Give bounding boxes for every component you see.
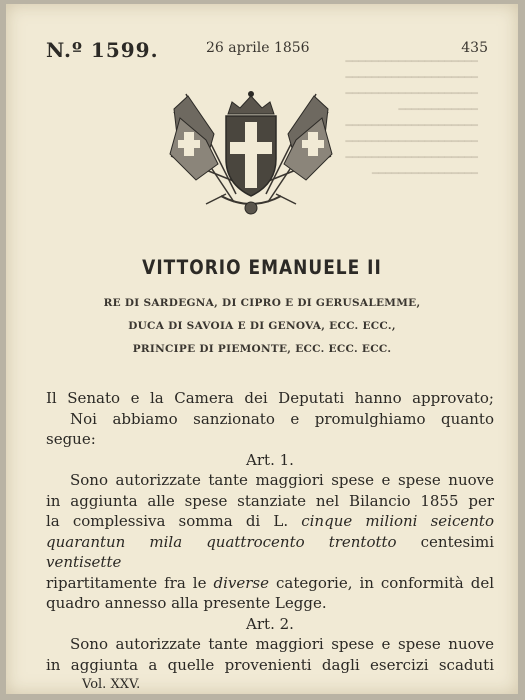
article-1-line [46,511,494,532]
article-1-line [46,573,494,594]
article-1-line: in aggiunta alle spese stanziate nel Bilancio 1855 per [46,491,494,510]
text-run: la complessiva somma di L. [46,512,289,530]
article-2-line: in aggiunta a quelle provenienti dagli esercizi scaduti [46,655,494,674]
text-run: categorie, in conformità del [275,573,494,592]
royal-titles [6,292,518,361]
article-1-line: quadro annesso alla presente Legge. [46,594,327,612]
bleed-through-text: ━━━━━━━━━━━━━━━━━━━━ ━━━━━━━━━━━━━━━━━━━━ ━━━━━━━━━━━━━━━━━━━━ ━━━━━━━━━━━━ ━━━━━━━━━━━━━━━━━━━━ ━━━━━━━━━━━━━━━━━━━━ ━━━━━━━━━━━━━━━━━━━━ ━━━━━━━━━━━━━━━━ [345,55,478,180]
preamble-senate-text: Il Senato e la Camera dei Deputati hanno approvato; [46,389,494,407]
article-2-line: Sono autorizzate tante maggiori spese e spese nuove [70,635,494,653]
amount-italic: cinque milioni seicento [301,512,494,530]
king-name: VITTORIO EMANUELE II [142,256,382,280]
page-header [46,38,488,62]
law-text [46,388,494,694]
article-1-line: Sono autorizzate tante maggiori spese e spese nuove [70,471,494,489]
law-date: 26 aprile 1856 [206,40,310,56]
text-run: ripartitamente fra le [46,573,207,592]
amount-italic: quarantun mila quattrocento trentotto [46,532,397,551]
law-number: N.º 1599. [46,38,159,62]
preamble-sanction: Noi abbiamo sanzionato e promulghiamo quanto segue: [46,409,494,448]
page-number: 435 [461,40,488,56]
document-page [6,4,518,694]
title-line: DUCA DI SAVOIA E DI GENOVA, ECC. ECC., [128,320,396,332]
text-italic: diverse [213,573,269,592]
text-run: centesimi [420,532,494,551]
article-2-heading: Art. 2. [246,614,294,633]
title-line: PRINCIPE DI PIEMONTE, ECC. ECC. ECC. [132,343,392,355]
title-line: RE DI SARDEGNA, DI CIPRO E DI GERUSALEMME, [103,297,421,309]
preamble-senate [46,388,494,409]
volume-signature: Vol. XXV. [82,677,141,692]
savoy-coat-of-arms-icon [166,84,336,224]
article-1-line [46,532,494,573]
amount-italic: ventisette [46,553,122,571]
article-1-heading: Art. 1. [246,450,294,469]
